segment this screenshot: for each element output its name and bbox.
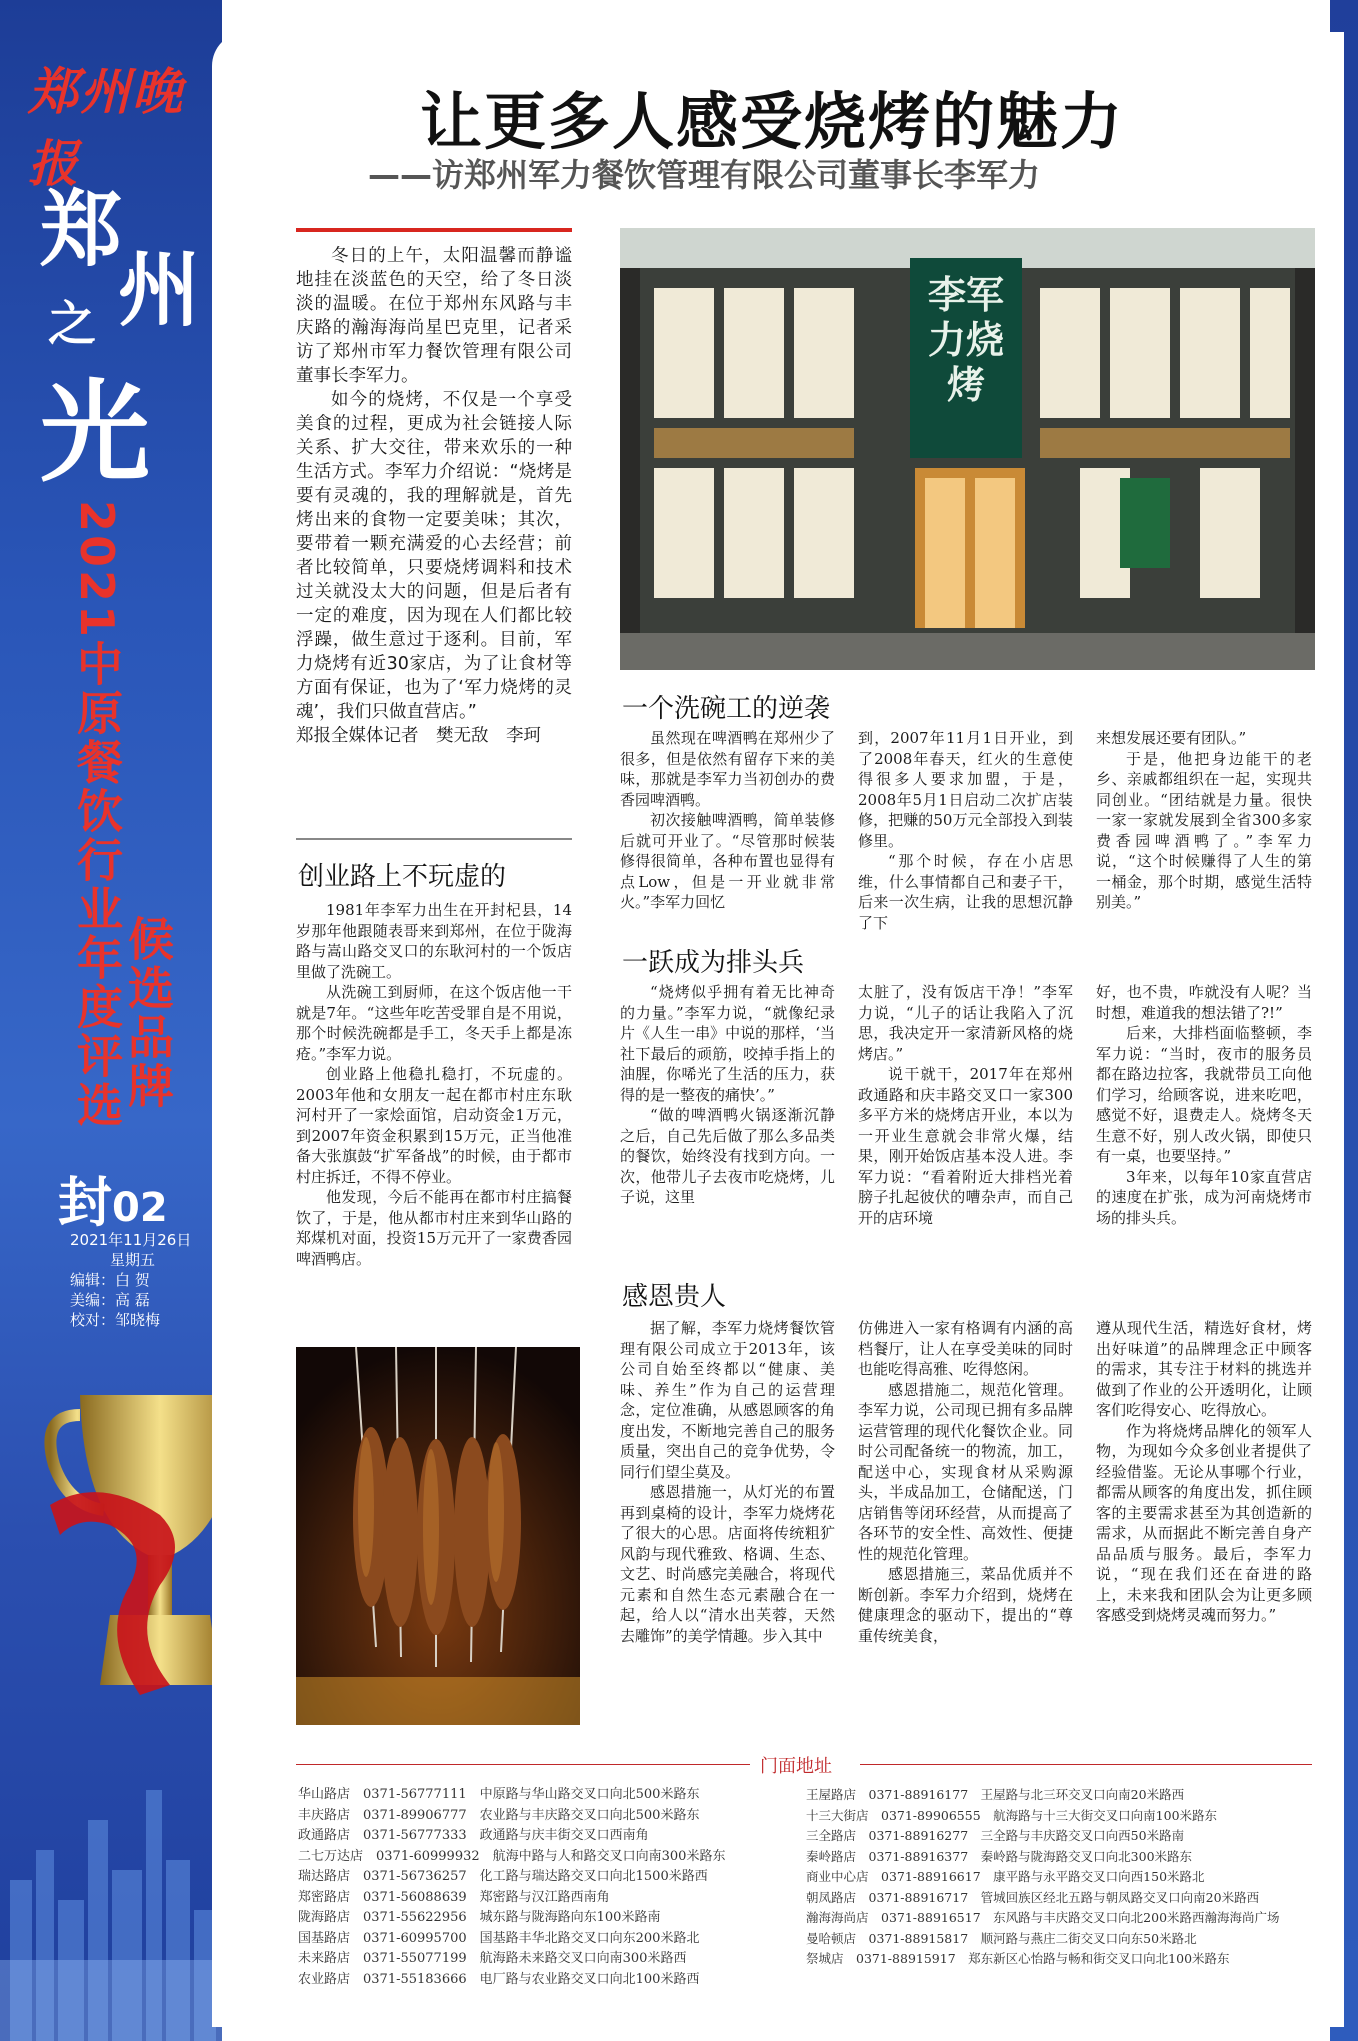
intro-rule [296,228,572,232]
paragraph: “做的啤酒鸭火锅逐渐沉静之后，自己先后做了那么多品类的餐饮，始终没有找到方向。一次，他带儿子去夜市吃烧烤，儿子说，这里 [620,1106,835,1206]
paragraph: 感恩措施一，从灯光的布置再到桌椅的设计，李军力烧烤花了很大的心思。店面将传统粗犷风韵与现代雅致、格调、生态、文艺、时尚感完美融合，将现代元素和自然生态元素融合在一起，给人以“清水出芙蓉，天然去雕饰”的美学情趣。步入其中 [620,1483,835,1645]
page-number [58,1160,168,1237]
address-item: 商业中心店 0371-88916617 康平路与永平路交叉口向西150米路北 [806,1869,1205,1884]
intro-text [296,244,572,748]
sidebar [0,0,222,2041]
section-title: 一个洗碗工的逆袭 [622,694,831,724]
paragraph: 于是，他把身边能干的老乡、亲戚都组织在一起，实现共同创业。“团结就是力量。很快一家一家就发展到全省300多家费香园啤酒鸭了。”李军力说，“这个时候赚得了人生的第一桶金，那个时期，感觉生活特别美。” [1096,749,1312,911]
event-title: 2021中原餐饮行业年度评选 [70,500,124,1131]
paragraph: 太脏了，没有饭店干净！”李军力说，“儿子的话让我陷入了沉思，我决定开一家清新风格的烧烤店。” [858,983,1073,1063]
paragraph: 冬日的上午，太阳温馨而静谧地挂在淡蓝色的天空，给了冬日淡淡的温暖。在位于郑州东风路与丰庆路的瀚海海尚星巴克里，记者采访了郑州市军力餐饮管理有限公司董事长李军力。 [296,246,572,386]
event-subtitle: 候选品牌 [121,915,175,1111]
proofreader-credit: 校对：邹晓梅 [70,1311,161,1329]
byline: 郑报全媒体记者 樊无敌 李珂 [296,726,541,746]
address-item: 王屋路店 0371-88916177 王屋路与北三环交叉口向南20米路西 [806,1787,1185,1802]
skewers-photo [296,1347,580,1725]
paragraph: 作为将烧烤品牌化的领军人物，为现如今众多创业者提供了经验借鉴。无论从事哪个行业，都需从顾客的角度出发，抓住顾客的主要需求甚至为其创造新的需求，从而据此不断完善自身产品品质与服务。最后，李军力说，“现在我们还在奋进的路上，未来我和团队会为让更多顾客感受到烧烤灵魂而努力。” [1096,1421,1312,1624]
paragraph: “那个时候，存在小店思维，什么事情都自己和妻子干，后来一次生病，让我的思想沉静了下 [858,852,1073,932]
address-rule-right [860,1764,1312,1765]
paragraph: 感恩措施三，菜品优质并不断创新。李军力介绍到，烧烤在健康理念的驱动下，提出的“尊重传统美食， [858,1565,1073,1645]
paragraph: “烧烤似乎拥有着无比神奇的力量。”李军力说，“就像纪录片《人生一串》中说的那样，‘当社下最后的顽筋，咬掉手指上的油腥，你唏光了生活的压力，获得的是一整夜的痛快’。” [620,983,835,1104]
section-body [1096,728,1312,913]
address-item: 政通路店 0371-56777333 政通路与庆丰街交叉口西南角 [298,1828,649,1843]
section-body [1096,982,1312,1228]
page-num: 02 [112,1185,168,1231]
column-title-char: 郑 [40,183,123,278]
section-title: 感恩贵人 [622,1282,727,1312]
paragraph: 说干就干，2017年在郑州政通路和庆丰路交叉口一家300多平方米的烧烤店开业，本以为一开业生意就会非常火爆，结果，刚开始饭店基本没人进。李军力说：“看着附近大排档光着膀子扎起彼伏的嘈杂声，而自己开的店环境 [858,1065,1073,1227]
address-item: 祭城店 0371-88915917 郑东新区心怡路与畅和街交叉口向北100米路东 [806,1951,1230,1966]
section-body [620,982,835,1208]
address-item: 华山路店 0371-56777111 中原路与华山路交叉口向北500米路东 [298,1787,700,1802]
address-item: 朝凤路店 0371-88916717 管城回族区经北五路与朝凤路交叉口向南20米路西 [806,1889,1260,1905]
address-item: 国基路店 0371-60995700 国基路丰华北路交叉口向东200米路北 [298,1930,700,1946]
column-title-char: 光 [40,369,150,497]
paragraph: 来想发展还要有团队。” [1096,729,1247,747]
paragraph: 1981年李军力出生在开封杞县，14岁那年他跟随表哥来到郑州，在位于陇海路与嵩山路交叉口的东耿河村的一个饭店里做了洗碗工。 [296,901,572,981]
column-title-char: 之 [48,296,97,352]
paragraph: 到，2007年11月1日开业，到了2008年春天，红火的生意使得很多人要求加盟，于是，2008年5月1日启动二次扩店装修，把赚的50万元全部投入到装修里。 [858,729,1073,850]
paragraph: 据了解，李军力烧烤餐饮管理有限公司成立于2013年，该公司自始至终都以“健康、美味、养生”作为自己的运营理念，定位准确，从感恩顾客的角度出发，不断地完善自己的服务质量，突出自己的竞争优势，令同行们望尘莫及。 [620,1319,835,1481]
address-heading: 门面地址 [760,1756,832,1777]
paragraph: 后来，大排档面临整顿，李军力说：“当时，夜市的服务员都在路边拉客，我就带员工向他们学习，给顾客说，进来吃吧，感觉不好，退费走人。烧烤冬天生意不好，别人改火锅，即使只有一桌，也要坚持。” [1096,1024,1312,1165]
paragraph: 创业路上他稳扎稳打，不玩虚的。2003年他和女朋友一起在都市村庄东耿河村开了一家烩面馆，启动资金1万元，到2007年资金积累到15万元，正当他准备大张旗鼓“扩军备战”的时候，由于都市村庄拆迁，不得不停业。 [296,1065,572,1186]
column-title [40,165,201,497]
paragraph: 初次接触啤酒鸭，简单装修后就可开业了。“尽管那时候装修得很简单，各种布置也显得有点Low，但是一开业就非常火。”李军力回忆 [620,811,835,911]
address-item: 瑞达路店 0371-56736257 化工路与瑞达路交叉口向北1500米路西 [298,1869,708,1884]
section-body [296,900,572,1269]
paragraph: 3年来，以每年10家直营店的速度在扩张，成为河南烧烤市场的排头兵。 [1096,1167,1312,1227]
article-headline: 让更多人感受烧烤的魅力 [420,85,1125,158]
page-section: 封 [58,1171,112,1234]
paragraph: 虽然现在啤酒鸭在郑州少了很多，但是依然有留存下来的美味，那就是李军力当初创办的费香园啤酒鸭。 [620,729,835,809]
address-item: 二七万达店 0371-60999932 航海中路与人和路交叉口向南300米路东 [298,1848,726,1864]
editor-credit: 编辑：白 贺 [70,1271,150,1289]
section-title: 创业路上不玩虚的 [298,862,507,892]
edition-weekday: 星期五 [110,1251,156,1269]
address-item: 农业路店 0371-55183666 电厂路与农业路交叉口向北100米路西 [298,1971,700,1987]
city-skyline-image [0,1760,222,2041]
paragraph: 如今的烧烤，不仅是一个享受美食的过程，更成为社会链接人际关系、扩大交往，带来欢乐的一种生活方式。李军力介绍说：“烧烤是要有灵魂的，我的理解就是，首先烤出来的食物一定要美味；其次，要带着一颗充满爱的心去经营；前者比较简单，只要烧烤调料和技术过关就没太大的问题，但是后者有一定的难度，因为现在人们都比较浮躁，做生意过于逐利。目前，军力烧烤有近30家店，为了让食材等方面有保证，也为了‘军力烧烤的灵魂’，我们只做直营店。” [296,390,572,722]
address-item: 三全路店 0371-88916277 三全路与丰庆路交叉口向西50米路南 [806,1828,1185,1843]
svg-text:力烧: 力烧 [927,318,1005,362]
address-list-left [298,1785,725,1990]
svg-text:烤: 烤 [946,363,986,407]
address-item: 秦岭路店 0371-88916377 秦岭路与陇海路交叉口向北300米路东 [806,1848,1193,1864]
designer-credit: 美编：高 磊 [70,1291,150,1309]
newspaper-logo: 郑州晚报 [28,62,184,193]
section-body [858,1318,1073,1646]
edition-date: 2021年11月26日 [70,1231,192,1249]
section-title: 一跃成为排头兵 [622,948,805,978]
section-body [620,728,835,913]
paragraph: 遵从现代生活，精选好食材，烤出好味道”的品牌理念正中顾客的需求，其专注于材料的挑选并做到了作业的公开透明化，让顾客们吃得安心、吃得放心。 [1096,1319,1312,1419]
address-item: 十三大街店 0371-89906555 航海路与十三大街交叉口向南100米路东 [806,1807,1218,1823]
address-item: 陇海路店 0371-55622956 城东路与陇海路向东100米路南 [298,1910,661,1925]
paragraph: 感恩措施二，规范化管理。李军力说，公司现已拥有多品牌运营管理的现代化餐饮企业。同时公司配备统一的物流，加工，配送中心，实现食材从采购源头，半成品加工，仓储配送，门店销售等闭环经营，从而提高了各环节的安全性、高效性、便捷性的规范化管理。 [858,1380,1073,1563]
address-item: 曼哈顿店 0371-88915817 顺河路与燕庄二街交叉口向东50米路北 [806,1930,1197,1946]
section-body [858,728,1073,933]
storefront-photo [620,228,1315,670]
section-body [1096,1318,1312,1626]
section-rule [296,838,572,840]
edition-meta [70,1230,191,1330]
address-item: 郑密路店 0371-56088639 郑密路与汉江路西南角 [298,1889,610,1905]
address-item: 瀚海海尚店 0371-88916517 东风路与丰庆路交叉口向北200米路西瀚海海尚广场 [806,1910,1280,1925]
store-sign-text: 李军 [927,273,1005,317]
paragraph: 从洗碗工到厨师，在这个饭店他一干就是7年。“这些年吃苦受罪自是不用说，那个时候洗碗都是手工，冬天手上都是冻疮。”李军力说。 [296,983,572,1063]
column-title-char: 州 [118,243,201,338]
paragraph: 仿佛进入一家有格调有内涵的高档餐厅，让人在享受美味的同时也能吃得高雅、吃得悠闲。 [858,1319,1073,1378]
address-item: 未来路店 0371-55077199 航海路未来路交叉口向南300米路西 [298,1951,687,1966]
address-item: 丰庆路店 0371-89906777 农业路与丰庆路交叉口向北500米路东 [298,1807,700,1823]
address-list-right [806,1785,1280,1970]
section-body [620,1318,835,1646]
paragraph: 他发现，今后不能再在都市村庄搞餐饮了，于是，他从都市村庄来到华山路的郑煤机对面，投资15万元开了一家费香园啤酒鸭店。 [296,1188,572,1268]
article-subheadline: ——访郑州军力餐饮管理有限公司董事长李军力 [368,156,1041,194]
address-rule-left [296,1764,750,1765]
paragraph: 好，也不贵，咋就没有人呢？当时想，难道我的想法错了?!” [1096,983,1312,1022]
section-body [858,982,1073,1228]
